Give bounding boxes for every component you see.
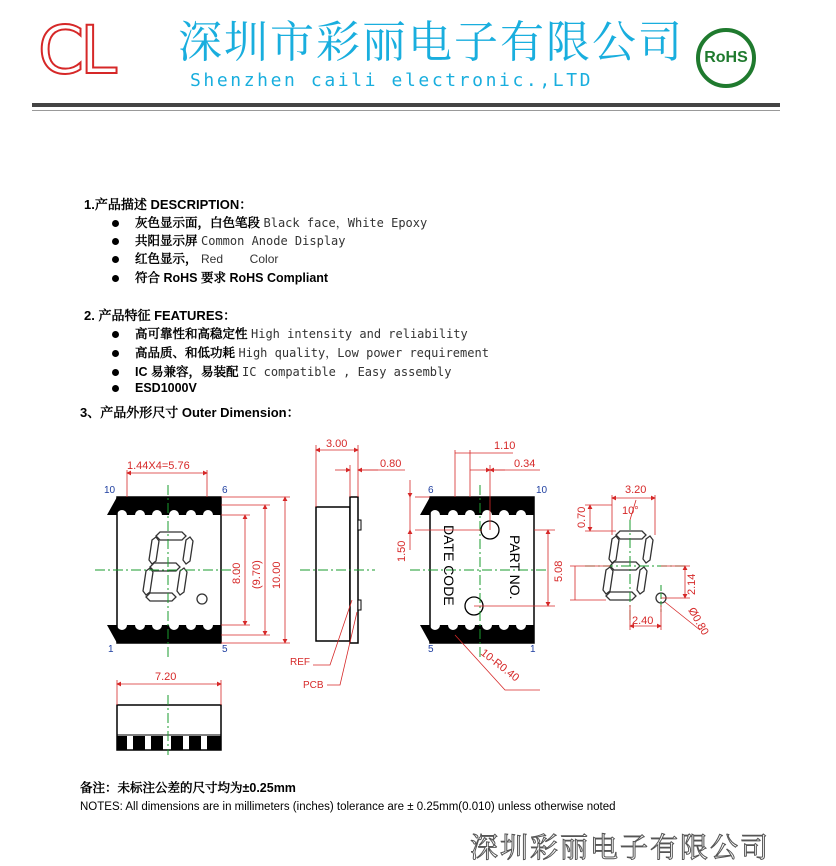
note-en: NOTES: All dimensions are in millimeters (inches) tolerance are ± 0.25mm(0.010) unless otherwise noted xyxy=(80,801,616,813)
feature-item: ESD1000V xyxy=(112,381,197,395)
description-item: 红色显示， Red Color xyxy=(112,249,278,267)
dim-back-pad: 1.10 xyxy=(494,440,516,452)
dim-back-508: 5.08 xyxy=(553,560,565,582)
description-item: 灰色显示面，白色笔段 Black face，White Epoxy xyxy=(112,213,427,231)
company-logo: CL xyxy=(38,12,113,89)
outer-dimension-drawing xyxy=(0,430,836,760)
dim-height-1000: 10.00 xyxy=(271,561,283,589)
pin-label: 10 xyxy=(104,485,116,496)
dimension-heading: 3、产品外形尺寸 Outer Dimension： xyxy=(80,405,300,420)
rohs-badge-icon: RoHS xyxy=(696,28,756,88)
dim-seg-dot: Ø0.80 xyxy=(685,605,711,638)
dim-seg-240: 2.40 xyxy=(632,615,654,627)
description-heading: 1.产品描述 DESCRIPTION： xyxy=(84,197,253,212)
dim-side-offset: 0.80 xyxy=(380,458,402,470)
label-date-code: DATE CODE xyxy=(441,525,457,606)
segment-detail-view xyxy=(570,484,711,637)
features-heading: 2. 产品特征 FEATURES： xyxy=(84,308,237,323)
header-divider xyxy=(32,103,780,107)
feature-item: 高品质、和低功耗 High quality，Low power requirement xyxy=(112,343,489,361)
front-view xyxy=(95,460,290,660)
pin-label: 1 xyxy=(108,644,114,655)
label-part-no: PART NO. xyxy=(507,535,523,600)
header-divider-thin xyxy=(32,110,780,111)
dim-pitch: 1.44X4=5.76 xyxy=(127,460,190,472)
company-name-en: Shenzhen caili electronic.,LTD xyxy=(190,70,594,91)
dim-back-offset: 0.34 xyxy=(514,458,536,470)
label-ref: REF xyxy=(290,657,310,668)
bottom-view xyxy=(117,671,221,755)
description-item: 共阳显示屏 Common Anode Display xyxy=(112,231,346,249)
pin-label: 6 xyxy=(428,485,434,496)
dim-seg-214: 2.14 xyxy=(686,573,698,595)
pin-label: 5 xyxy=(222,644,228,655)
side-view xyxy=(290,438,405,691)
label-pcb: PCB xyxy=(303,680,324,691)
dim-seg-070: 0.70 xyxy=(576,506,588,528)
feature-item: IC 易兼容，易装配 IC compatible , Easy assembly xyxy=(112,362,451,380)
pin-label: 6 xyxy=(222,485,228,496)
dim-width: 7.20 xyxy=(155,671,177,683)
dim-seg-angle: 10° xyxy=(622,505,639,517)
dim-back-radius: 10-R0.40 xyxy=(478,646,522,685)
pin-label: 1 xyxy=(530,644,536,655)
footer-watermark: 深圳彩丽电子有限公司 xyxy=(470,831,771,864)
pin-label: 10 xyxy=(536,485,548,496)
note-cn: 备注：未标注公差的尺寸均为±0.25mm xyxy=(80,781,296,795)
dim-height-800: 8.00 xyxy=(231,562,243,584)
pin-label: 5 xyxy=(428,644,434,655)
dim-side-thickness: 3.00 xyxy=(326,438,348,450)
feature-item: 高可靠性和高稳定性 High intensity and reliability xyxy=(112,324,468,342)
company-name-cn: 深圳市彩丽电子有限公司 xyxy=(178,17,684,68)
back-view xyxy=(396,440,565,690)
dim-back-150: 1.50 xyxy=(396,540,408,562)
dim-height-970: (9.70) xyxy=(251,560,263,589)
description-item: 符合 RoHS 要求 RoHS Compliant xyxy=(112,268,328,286)
dim-seg-width: 3.20 xyxy=(625,484,647,496)
